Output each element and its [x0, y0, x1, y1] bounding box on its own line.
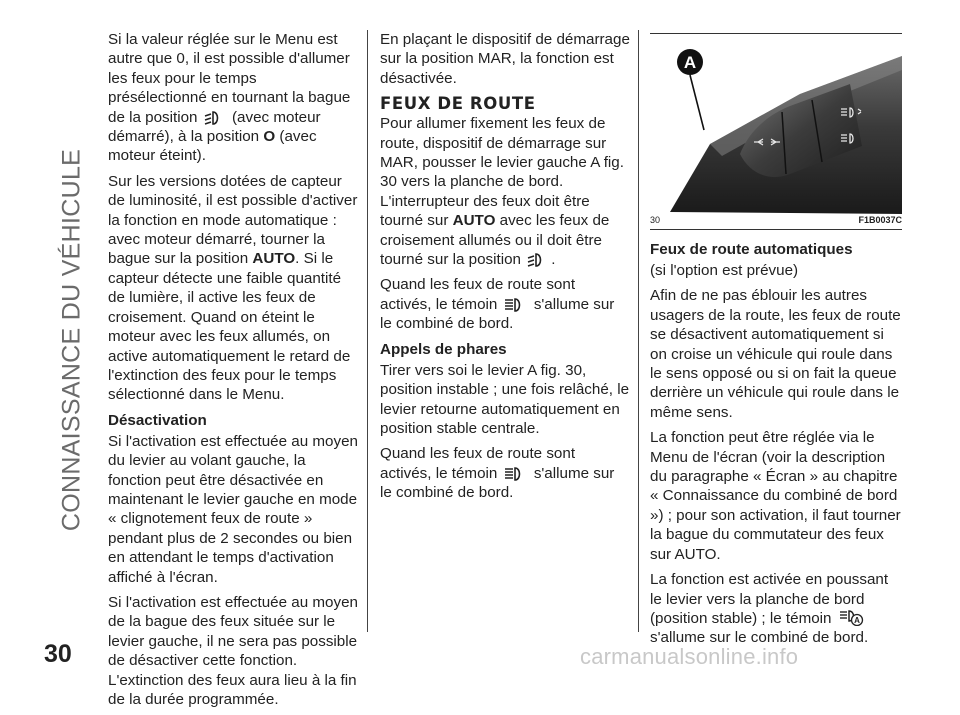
- paragraph: Quand les feux de route sont activés, le témoin s'allume sur le combiné de bord.: [380, 276, 615, 333]
- section-heading: Feux de route automatiques: [650, 241, 853, 258]
- paragraph: Afin de ne pas éblouir les autres usagers de la route, les feux de route se désactivent automatiquement si on croise un véhicule qui roule dans le sens opposé ou si on fait la queue derrière un véhicule qui roule dans le même sens.: [650, 287, 901, 421]
- paragraph: Sur les versions dotées de capteur de luminosité, il est possible d'activer la fonction en mode automatique : avec moteur démarré, tourner la bague sur la position AUTO. Si le capteur détecte une faible quantité de lumière, il active les feux de croisement. Quand on éteint le moteur avec les feux allumés, on active automatiquement le retard de l'extinction des feux pour le temps sélectionné dans le Menu.: [108, 172, 358, 404]
- section-heading: Désactivation: [108, 411, 207, 429]
- column-divider: [367, 30, 368, 632]
- text-column-1: [108, 30, 358, 715]
- text-column-2: [380, 30, 630, 509]
- figure-number: 30: [650, 215, 661, 225]
- paragraph: Quand les feux de route sont activés, le témoin s'allume sur le combiné de bord.: [380, 445, 615, 502]
- paragraph: La fonction peut être réglée via le Menu de l'écran (voir la description du paragraphe « Écran » au chapitre « Connaissance du combiné de bord ») ; pour son activation, il faut tourner la bague du commutateur des feux sur AUTO.: [650, 429, 901, 563]
- paragraph: Tirer vers soi le levier A fig. 30, position instable ; une fois relâché, le levier retourne automatiquement en position stable centrale.: [380, 361, 630, 437]
- figure-lever: [650, 33, 902, 214]
- caption-rule: [650, 229, 902, 230]
- paragraph: Si l'activation est effectuée au moyen de la bague des feux située sur le levier gauche, il ne sera pas possible de désactiver cette fonction. L'extinction des feux aura lieu à la fin de la durée programmée.: [108, 593, 358, 708]
- side-chapter-title: CONNAISSANCE DU VÉHICULE: [57, 148, 86, 532]
- high-beam-icon: [504, 467, 528, 481]
- auto-high-beam-icon: [838, 610, 864, 626]
- paragraph: La fonction est activée en poussant le levier vers la planche de bord (position stable) ; le témoin A s'allume sur le combiné de bord.: [650, 571, 889, 647]
- section-heading: FEUX DE ROUTE: [380, 94, 536, 114]
- figure-caption: [650, 214, 902, 230]
- column-divider: [638, 30, 639, 632]
- lever-illustration: [650, 34, 902, 214]
- section-heading: Appels de phares: [380, 340, 507, 358]
- high-beam-icon: [504, 298, 528, 312]
- paragraph: En plaçant le dispositif de démarrage sur la position MAR, la fonction est désactivée.: [380, 31, 630, 87]
- text-column-3: [650, 240, 902, 654]
- paragraph: Pour allumer fixement les feux de route, dispositif de démarrage sur MAR, pousser le levier gauche A fig. 30 vers la planche de bord. L'interrupteur des feux doit être tourné sur AUTO avec les feux de croisement allumés ou il doit être tourné sur la position .: [380, 115, 624, 269]
- paragraph: (si l'option est prévue): [650, 262, 799, 279]
- figure-code: F1B0037C: [858, 215, 902, 225]
- page-number: 30: [44, 640, 72, 668]
- figure-callout: A: [683, 53, 697, 72]
- paragraph: Si la valeur réglée sur le Menu est autre que 0, il est possible d'allumer les feux pour le temps présélectionné en tournant la bague de la position (avec moteur démarré), à la position O (avec moteur éteint).: [108, 31, 351, 165]
- low-beam-icon: [527, 253, 549, 267]
- svg-text:A: A: [853, 615, 860, 625]
- paragraph: Si l'activation est effectuée au moyen du levier au volant gauche, la fonction peut être désactivée en maintenant le levier gauche en mode « clignotement feux de route » pendant plus de 2 secondes ou bien en attendant le temps d'activation affiché à l'écran.: [108, 432, 358, 586]
- low-beam-icon: [204, 111, 226, 125]
- watermark: carmanualsonline.info: [580, 644, 799, 669]
